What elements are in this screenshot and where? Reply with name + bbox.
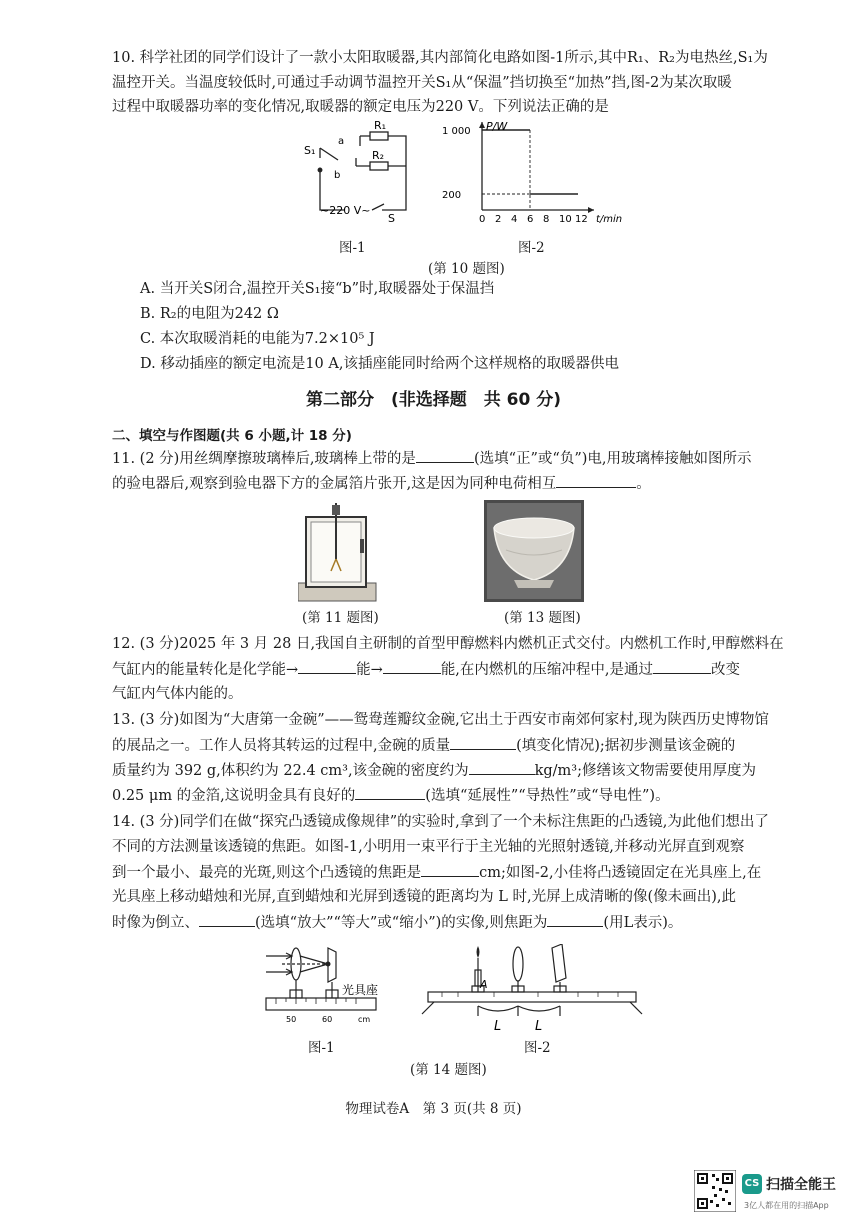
r2-label: R₂ (372, 149, 385, 162)
y-tick-label: 1 000 (442, 126, 471, 137)
q14-line5 (112, 912, 682, 933)
q10-option-b: B. R₂的电阻为242 Ω (140, 306, 279, 322)
fig2-caption: 图-2 (518, 240, 545, 256)
tick-60-label: 60 (322, 1015, 333, 1024)
gold-bowl-image (484, 500, 584, 602)
q13-text4b: (选填“延展性”“导热性”或“导电性”)。 (425, 788, 670, 804)
q14-blank2[interactable] (199, 912, 255, 927)
part2-heading: 第二部分 (非选择题 共 60 分) (305, 390, 562, 410)
q11-text4: 。 (636, 476, 651, 492)
q13-blank1[interactable] (450, 735, 516, 750)
optical-bench-diagram (418, 944, 646, 1034)
x-axis-arrow (588, 207, 594, 213)
q10-figure-caption: (第 10 题图) (428, 261, 505, 277)
q10-option-d: D. 移动插座的额定电流是10 A,该插座能同时给两个这样规格的取暖器供电 (140, 356, 619, 372)
q14-fig2-caption: 图-2 (524, 1040, 551, 1056)
q11-text3: 的验电器后,观察到验电器下方的金属箔片张开,这是因为同种电荷相互 (112, 476, 557, 492)
q12-blank1[interactable] (298, 659, 356, 674)
y-tick-label: 200 (442, 190, 462, 201)
q14-blank3[interactable] (547, 912, 603, 927)
q13-line3 (112, 760, 756, 781)
q14-text3a: 到一个最小、最亮的光斑,则这个凸透镜的焦距是 (112, 865, 422, 881)
q14-line4: 光具座上移动蜡烛和光屏,直到蜡烛和光屏到透镜的距离均为 L 时,光屏上成清晰的像(像未画出),此 (112, 889, 736, 905)
q13-blank2[interactable] (469, 760, 535, 775)
q12-line2 (112, 659, 740, 680)
terminal-a-label: a (338, 136, 345, 147)
circuit-diagram (298, 118, 416, 228)
q12-text2d: 改变 (711, 662, 741, 678)
lens-focus-diagram (262, 944, 400, 1030)
scanner-tagline: 3亿人都在用的扫描App (744, 1201, 829, 1210)
optical-bench-label: 光具座 (342, 983, 379, 997)
cm-unit-label: cm (358, 1015, 371, 1024)
q14-text5b: (选填“放大”“等大”或“缩小”)的实像,则焦距为 (255, 915, 548, 931)
q12-line1: 12. (3 分)2025 年 3 月 28 日,我国自主研制的首型甲醇燃料内燃机正式交付。内燃机工作时,甲醇燃料在 (112, 636, 784, 652)
q13-text3a: 质量约为 392 g,体积约为 22.4 cm³,该金碗的密度约为 (112, 763, 469, 779)
q14-text3b: cm;如图-2,小佳将凸透镜固定在光具座上,在 (479, 865, 762, 881)
x-tick-label: 4 (511, 214, 518, 225)
camscanner-logo-icon: CS (742, 1174, 762, 1194)
q10-line3: 过程中取暖器功率的变化情况,取暖器的额定电压为220 V。下列说法正确的是 (112, 99, 609, 115)
q13-blank3[interactable] (355, 785, 425, 800)
q10-option-a: A. 当开关S闭合,温控开关S₁接“b”时,取暖器处于保温挡 (140, 281, 495, 297)
q11-line1 (112, 448, 752, 469)
q14-fig1-caption: 图-1 (308, 1040, 335, 1056)
q12-text2b: 能→ (356, 662, 383, 678)
q12-text2a: 气缸内的能量转化是化学能→ (112, 662, 299, 678)
q10-line1: 10. 科学社团的同学们设计了一款小太阳取暖器,其内部简化电路如图-1所示,其中R₁、R₂为电热丝,S₁为 (112, 50, 768, 66)
power-time-chart (440, 118, 640, 230)
section2-heading: 二、填空与作图题(共 6 小题,计 18 分) (112, 428, 352, 444)
x-axis-label: t/min (596, 214, 623, 225)
y-axis-label: P/W (486, 120, 508, 133)
q13-text2b: (填变化情况);据初步测量该金碗的 (516, 738, 736, 754)
q13-line4 (112, 785, 670, 806)
q13-figure-caption: (第 13 题图) (504, 610, 581, 626)
q11-figure-caption: (第 11 题图) (302, 610, 379, 626)
q11-text2: (选填“正”或“负”)电,用玻璃棒接触如图所示 (473, 451, 752, 467)
q13-line1: 13. (3 分)如图为“大唐第一金碗”——鸳鸯莲瓣纹金碗,它出土于西安市南郊何家村,现为陕西历史博物馆 (112, 712, 769, 728)
qr-code-icon (694, 1170, 736, 1212)
q14-text5a: 时像为倒立、 (112, 915, 199, 931)
q13-text3b: kg/m³;修缮该文物需要使用厚度为 (534, 763, 756, 779)
q14-line1: 14. (3 分)同学们在做“探究凸透镜成像规律”的实验时,拿到了一个未标注焦距的凸透镜,为此他们想出了 (112, 814, 769, 830)
x-tick-label: 0 (479, 214, 486, 225)
electroscope-image (298, 503, 378, 603)
y-axis-arrow (479, 122, 485, 128)
q10-line2: 温控开关。当温度较低时,可通过手动调节温控开关S₁从“保温”挡切换至“加热”挡,图-2为某次取暖 (112, 75, 732, 91)
q11-text1: 11. (2 分)用丝绸摩擦玻璃棒后,玻璃棒上带的是 (112, 451, 416, 467)
voltage-label: ~220 V~ (320, 204, 371, 217)
point-a-label: A (480, 978, 488, 991)
q10-option-c: C. 本次取暖消耗的电能为7.2×10⁵ J (140, 331, 375, 347)
x-tick-label: 2 (495, 214, 502, 225)
distance-l2-label: L (535, 1019, 543, 1034)
q13-text4a: 0.25 μm 的金箔,这说明金具有良好的 (112, 788, 356, 804)
q13-text2a: 的展品之一。工作人员将其转运的过程中,金碗的质量 (112, 738, 451, 754)
tick-50-label: 50 (286, 1015, 297, 1024)
q14-line3 (112, 862, 761, 883)
q11-line2 (112, 473, 651, 494)
q11-blank1[interactable] (416, 448, 474, 463)
q14-blank1[interactable] (421, 862, 479, 877)
switch-s-label: S (388, 212, 395, 225)
r1-label: R₁ (374, 119, 387, 132)
q12-text2c: 能,在内燃机的压缩冲程中,是通过 (440, 662, 654, 678)
x-tick-label: 10 (559, 214, 572, 225)
q12-blank3[interactable] (653, 659, 711, 674)
x-tick-label: 8 (543, 214, 550, 225)
q14-line2: 不同的方法测量该透镜的焦距。如图-1,小明用一束平行于主光轴的光照射透镜,并移动光屏直到观察 (112, 839, 745, 855)
q13-line2 (112, 735, 735, 756)
q14-text5c: (用L表示)。 (603, 915, 683, 931)
terminal-b-label: b (334, 170, 341, 181)
q12-blank2[interactable] (383, 659, 441, 674)
fig1-caption: 图-1 (339, 240, 366, 256)
distance-l1-label: L (494, 1019, 502, 1034)
page-footer: 物理试卷A 第 3 页(共 8 页) (345, 1101, 522, 1117)
s1-label: S₁ (304, 144, 316, 157)
x-tick-label: 12 (575, 214, 588, 225)
q12-line3: 气缸内气体内能的。 (112, 686, 243, 702)
q14-figure-caption: (第 14 题图) (410, 1062, 487, 1078)
scanner-app-name: 扫描全能王 (766, 1177, 836, 1193)
x-tick-label: 6 (527, 214, 534, 225)
q11-blank2[interactable] (556, 473, 636, 488)
